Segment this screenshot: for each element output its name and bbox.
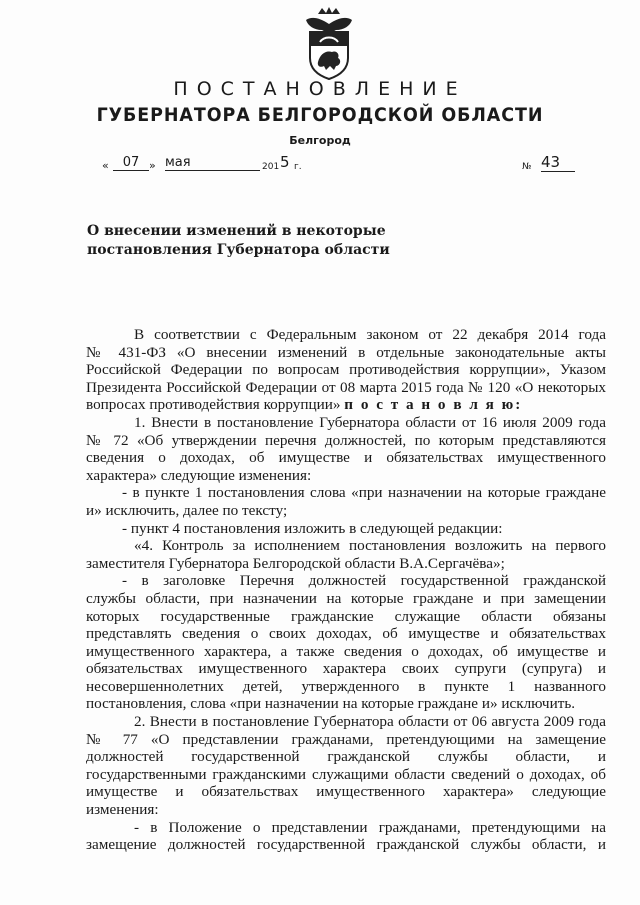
body-line: - в заголовке Перечня должностей государственной гражданской (122, 572, 606, 590)
body-line: вопросах противодействия коррупции» (86, 396, 341, 414)
body-line: замещение должностей государственной гражданской службы области, и (86, 836, 606, 854)
body-line: № 72 «Об утверждении перечня должностей, по которым представляются (86, 431, 606, 449)
body-line: В соответствии с Федеральным законом от 22 декабря 2014 года (134, 326, 606, 343)
date-month: мая (165, 155, 260, 171)
body-line: которых государственные гражданские служащие области обязаны (86, 607, 606, 625)
body-line: представлять сведения о своих доходах, об имуществе и обязательствах (86, 625, 606, 643)
body-line: государственными гражданскими служащими области сведений о доходах, об (86, 765, 606, 783)
subject-line: О внесении изменений в некоторые (87, 223, 386, 239)
body-line: изменения: (86, 801, 159, 819)
date-open-quote: « (102, 159, 109, 172)
body-line: 2. Внести в постановление Губернатора области от 06 августа 2009 года (134, 713, 606, 731)
document-body (86, 326, 606, 854)
body-line: № 77 «О представлении гражданами, претендующими на замещение (86, 730, 606, 748)
body-line: обязательствах имущественного характера своих супруги (супруга) и (86, 660, 606, 678)
date-day: 07 (113, 155, 149, 171)
body-line: Президента Российской Федерации от 08 марта 2015 года № 120 «О некоторых (86, 378, 606, 396)
body-line: постановления, слова «при назначении на которые граждане и» исключить. (86, 695, 576, 713)
document-subject (87, 222, 417, 260)
body-line: несовершеннолетних детей, утвержденного в пункте 1 названного (86, 677, 606, 695)
body-line: 1. Внести в постановление Губернатора области от 16 июля 2009 года (134, 413, 606, 431)
date-year-prefix: 201 (262, 162, 280, 172)
body-line: - пункт 4 постановления изложить в следующей редакции: (122, 519, 503, 537)
body-line: характера» следующие изменения: (86, 466, 312, 484)
subject-line: постановления Губернатора области (87, 242, 390, 258)
issuer-title: ГУБЕРНАТОРА БЕЛГОРОДСКОЙ ОБЛАСТИ (96, 104, 544, 126)
body-line: имущественного характера, а также сведения о доходах, об имуществе и (86, 642, 606, 660)
date-year-suffix: 5 (280, 153, 290, 171)
body-line: и» исключить, далее по тексту; (86, 501, 288, 519)
body-line: Российской Федерации по вопросам противодействия коррупции», Указом (86, 361, 606, 379)
body-line: № 431-ФЗ «О внесении изменений в отдельные законодательные акты (86, 343, 606, 361)
document-type-title: ПОСТАНОВЛЕНИЕ (173, 78, 467, 100)
coat-of-arms-emblem (298, 6, 360, 80)
number-label: № (522, 162, 532, 172)
body-line-decree (86, 396, 606, 414)
body-line: «4. Контроль за исполнением постановления возложить на первого (134, 537, 606, 555)
body-line: - в Положение о представлении гражданами, претендующими на (134, 818, 606, 836)
decree-word: п о с т а н о в л я ю: (344, 396, 523, 414)
body-line: службы области, при назначении на которые граждане и при замещении (86, 589, 606, 607)
body-line: должностей государственной гражданской службы области, и (86, 748, 606, 766)
date-year-unit: г. (294, 162, 302, 172)
city-label: Белгород (289, 134, 351, 147)
body-line: имуществе и обязательствах имущественного характера» следующие (86, 783, 606, 801)
document-number: 43 (541, 153, 575, 172)
body-line: - в пункте 1 постановления слова «при назначении на которые граждане (122, 484, 606, 502)
body-line: сведения о доходах, об имуществе и обязательствах имущественного (86, 449, 606, 467)
body-line: заместителя Губернатора Белгородской области В.А.Сергачёва»; (86, 554, 505, 572)
date-close-quote: » (149, 159, 156, 172)
